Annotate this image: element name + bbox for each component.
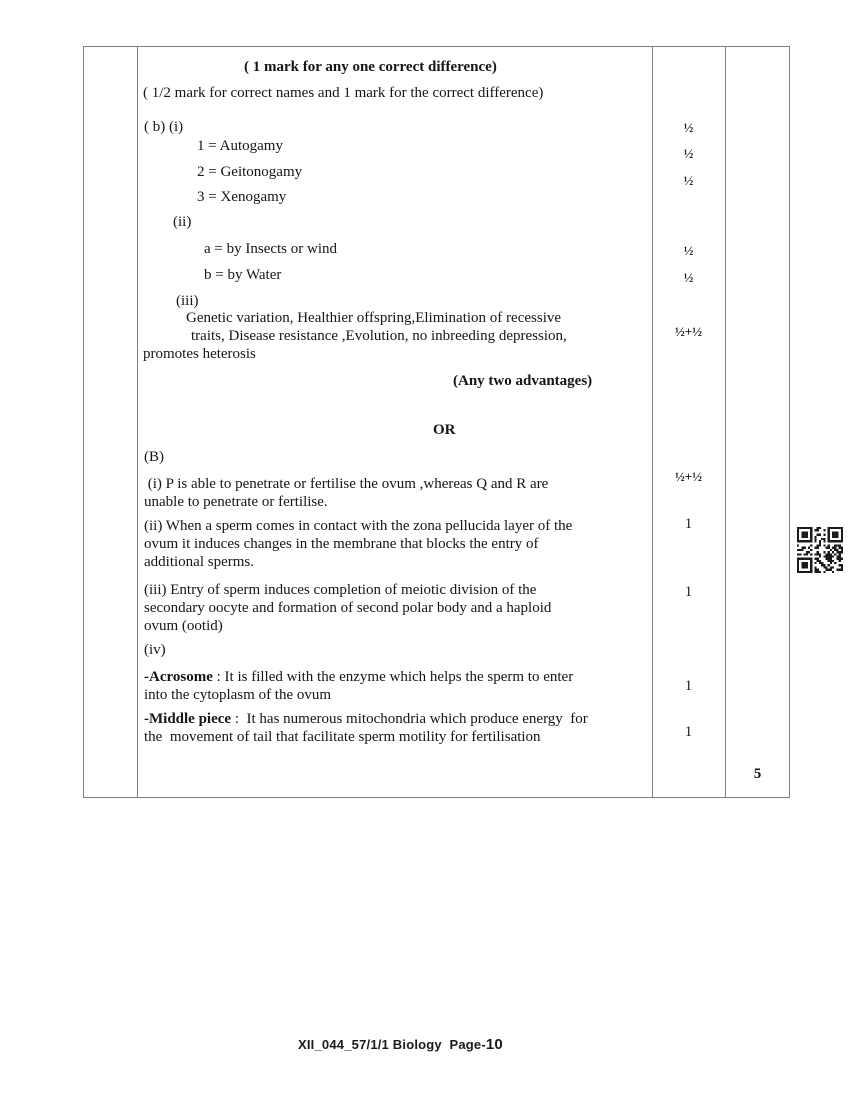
B-iii-line-2: secondary oocyte and formation of second polar body and a haploid [144, 600, 552, 616]
acrosome-line-1 [144, 669, 573, 685]
total-marks: 5 [753, 766, 762, 782]
B-iv-label: (iv) [144, 642, 166, 658]
acrosome-term: -Acrosome [144, 669, 217, 685]
B-ii-line-1: (ii) When a sperm comes in contact with the zona pellucida layer of the [144, 518, 573, 534]
subpart-ii-label: (ii) [173, 214, 192, 230]
marks-column [652, 47, 725, 797]
advantages-line-3: promotes heterosis [143, 346, 256, 362]
mark-value: 1 [684, 516, 693, 532]
mark-value: ½ [683, 173, 694, 188]
part-B-label: (B) [144, 449, 164, 465]
middle-piece-term: -Middle piece [144, 711, 235, 727]
mark-value: ½+½ [675, 324, 702, 339]
middle-piece-line-2: the movement of tail that facilitate sperm motility for fertilisation [144, 729, 541, 745]
marking-note: ( 1/2 mark for correct names and 1 mark for the correct difference) [143, 85, 544, 101]
answer-item-autogamy: 1 = Autogamy [197, 138, 283, 154]
mark-value: ½ [683, 146, 694, 161]
mark-value: ½ [683, 243, 694, 258]
B-ii-line-2: ovum it induces changes in the membrane that blocks the entry of [144, 536, 539, 552]
answer-item-xenogamy: 3 = Xenogamy [197, 189, 287, 205]
mark-value: 1 [684, 678, 693, 694]
middle-piece-line-1 [144, 711, 588, 727]
acrosome-line-2: into the cytoplasm of the ovum [144, 687, 332, 703]
part-b-label: ( b) (i) [144, 119, 184, 135]
marking-note-heading: ( 1 mark for any one correct difference) [244, 59, 497, 75]
or-separator: OR [433, 422, 456, 438]
B-i-line-2: unable to penetrate or fertilise. [144, 494, 328, 510]
B-ii-line-3: additional sperms. [144, 554, 254, 570]
acrosome-definition: : It is filled with the enzyme which helps the sperm to enter [216, 669, 574, 685]
B-i-line-1: (i) P is able to penetrate or fertilise the ovum ,whereas Q and R are [144, 476, 549, 492]
qr-code-icon [797, 527, 843, 573]
answer-item-insects-wind: a = by Insects or wind [204, 241, 338, 257]
page-footer [298, 1036, 503, 1053]
mark-value: ½+½ [675, 469, 702, 484]
answer-content-column [137, 47, 652, 797]
answer-item-geitonogamy: 2 = Geitonogamy [197, 164, 303, 180]
subpart-iii-label: (iii) [176, 293, 199, 309]
mark-value: ½ [683, 270, 694, 285]
middle-piece-definition: : It has numerous mitochondria which produce energy for [234, 711, 588, 727]
answer-table [83, 46, 790, 798]
mark-value: 1 [684, 584, 693, 600]
mark-value: 1 [684, 724, 693, 740]
footer-page-number: 10 [485, 1036, 503, 1053]
mark-value: ½ [683, 120, 694, 135]
footer-document-id: XII_044_57/1/1 Biology Page- [298, 1037, 486, 1052]
advantages-line-2: traits, Disease resistance ,Evolution, no inbreeding depression, [191, 328, 567, 344]
answer-item-water: b = by Water [204, 267, 282, 283]
B-iii-line-3: ovum (ootid) [144, 618, 223, 634]
any-two-advantages-note: (Any two advantages) [453, 373, 593, 389]
total-column [725, 47, 790, 797]
B-iii-line-1: (iii) Entry of sperm induces completion of meiotic division of the [144, 582, 537, 598]
advantages-line-1: Genetic variation, Healthier offspring,Elimination of recessive [186, 310, 562, 326]
